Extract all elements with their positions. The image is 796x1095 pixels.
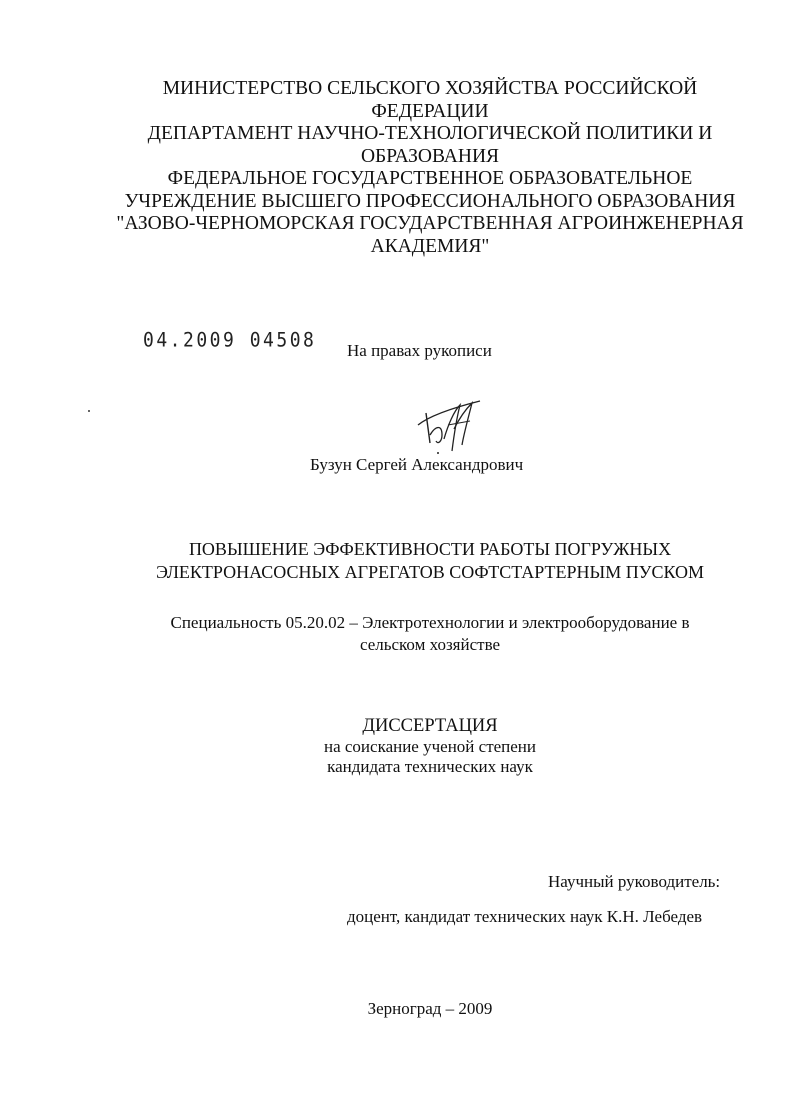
header-line: ФЕДЕРАЦИИ xyxy=(371,100,489,122)
supervisor-label: Научный руководитель: xyxy=(548,872,721,891)
title-line: ПОВЫШЕНИЕ ЭФФЕКТИВНОСТИ РАБОТЫ ПОГРУЖНЫХ xyxy=(188,539,672,559)
city-year: Зерноград – 2009 xyxy=(367,999,493,1018)
header-line: "АЗОВО-ЧЕРНОМОРСКАЯ ГОСУДАРСТВЕННАЯ АГРОИНЖЕНЕРНАЯ xyxy=(116,213,744,234)
header-line: ДЕПАРТАМЕНТ НАУЧНО-ТЕХНОЛОГИЧЕСКОЙ ПОЛИТИКИ И xyxy=(147,123,713,144)
degree-line: кандидата технических наук xyxy=(327,757,533,776)
dissertation-block xyxy=(90,715,770,777)
header-line: ФЕДЕРАЛЬНОЕ ГОСУДАРСТВЕННОЕ ОБРАЗОВАТЕЛЬНОЕ xyxy=(167,168,693,189)
dissertation-title xyxy=(90,538,770,584)
header-line: ОБРАЗОВАНИЯ xyxy=(360,145,500,167)
title-line: ЭЛЕКТРОНАСОСНЫХ АГРЕГАТОВ СОФТСТАРТЕРНЫМ ПУСКОМ xyxy=(155,562,705,582)
registration-stamp-number: 04.2009 04508 xyxy=(143,328,317,353)
institution-header xyxy=(90,78,770,258)
specialty xyxy=(90,612,770,656)
dissertation-heading: ДИССЕРТАЦИЯ xyxy=(362,716,498,736)
scan-speck xyxy=(88,410,90,412)
header-line: МИНИСТЕРСТВО СЕЛЬСКОГО ХОЗЯЙСТВА РОССИЙСКОЙ xyxy=(162,78,698,99)
rights-notice: На правах рукописи xyxy=(347,341,492,360)
specialty-line: сельском хозяйстве xyxy=(359,635,501,654)
author-name: Бузун Сергей Александрович xyxy=(310,455,524,474)
degree-line: на соискание ученой степени xyxy=(323,737,537,756)
specialty-line: Специальность 05.20.02 – Электротехнологии и электрооборудование в xyxy=(170,613,690,632)
supervisor-name: доцент, кандидат технических наук К.Н. Лебедев xyxy=(347,907,703,926)
header-line: УЧРЕЖДЕНИЕ ВЫСШЕГО ПРОФЕССИОНАЛЬНОГО ОБРАЗОВАНИЯ xyxy=(124,190,736,212)
header-line: АКАДЕМИЯ" xyxy=(370,235,490,257)
signature xyxy=(408,395,488,461)
